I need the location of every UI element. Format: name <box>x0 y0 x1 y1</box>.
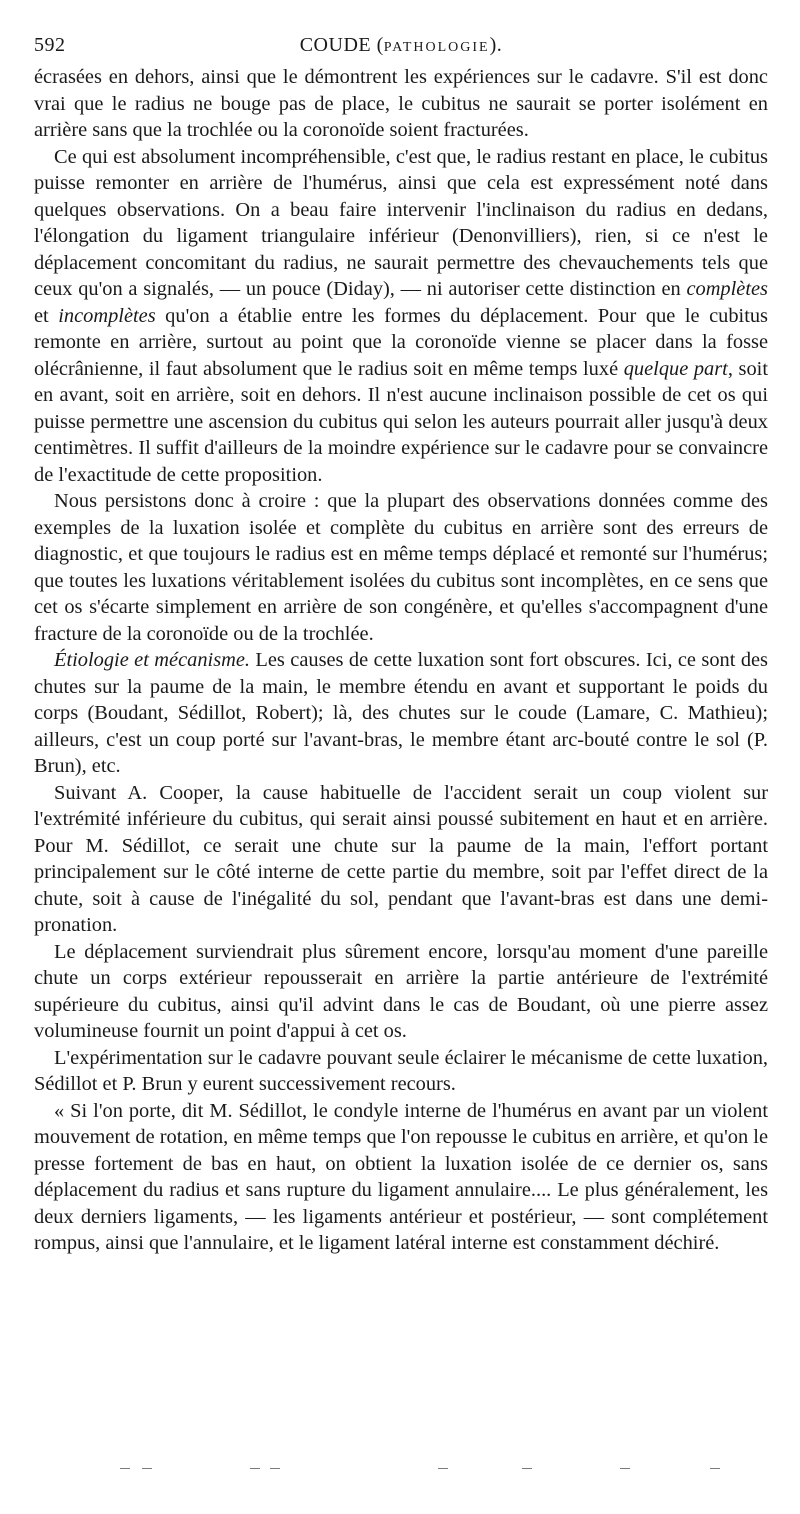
running-head <box>34 30 768 64</box>
running-title-subtitle: PATHOLOGIE <box>383 40 490 55</box>
paragraph <box>34 1098 768 1257</box>
paragraph-text: qu'on a établie entre les formes du déplacement. Pour que le cubitus remonte en arrière, surtout au point que la coronoïde vienne se placer dans la fosse olécrânienne, il faut absolument que le radius soit en même temps luxé <box>34 304 768 380</box>
paragraph <box>34 1045 768 1098</box>
paragraph-text: et <box>34 304 59 327</box>
page-number: 592 <box>34 34 66 56</box>
paragraph-text: Ce qui est absolument incompréhensible, c'est que, le radius restant en place, le cubitus puisse remonter en arrière de l'humérus, ainsi que cela est expressément noté dans quelques observations. On a beau faire intervenir l'inclinaison du radius en dedans, l'élongation du ligament triangulaire inférieur (Denonvilliers), rien, si ce n'est le déplacement concomitant du radius, ne saurait permettre des chevauchements tels que ceux qu'on a signalés, — un pouce (Diday), — ni autoriser cette distinction en <box>34 145 768 300</box>
footer-dash <box>522 1468 532 1469</box>
page <box>34 30 768 1257</box>
paragraph <box>34 939 768 1045</box>
running-title-close: ). <box>489 34 503 56</box>
footer-dash <box>142 1468 152 1469</box>
italic-text: quelque part <box>623 357 728 380</box>
running-title <box>34 34 768 57</box>
footer-dash <box>120 1468 130 1469</box>
body-text <box>34 64 768 1257</box>
running-title-open: ( <box>371 34 384 56</box>
paragraph <box>34 488 768 647</box>
footer-dash <box>270 1468 280 1469</box>
running-title-main: COUDE <box>299 34 372 56</box>
paragraph <box>34 144 768 489</box>
footer-dash <box>250 1468 260 1469</box>
footer-rule <box>120 1468 740 1478</box>
footer-dash <box>710 1468 720 1469</box>
paragraph-text: , soit en avant, soit en arrière, soit en dehors. Il n'est aucune inclinaison possible de cet os qui puisse permettre une ascension du cubitus qui selon les auteurs pourrait aller jusqu'à deux centimètres. Il suffit d'ailleurs de la moindre expérience sur le cadavre pour se convaincre de l'exactitude de cette proposition. <box>34 357 769 486</box>
paragraph-text: écrasées en dehors, ainsi que le démontrent les expériences sur le cadavre. S'il est donc vrai que le radius ne bouge pas de place, le cubitus ne saurait se porter isolément en arrière sans que la trochlée ou la coronoïde soient fracturées. <box>34 66 768 141</box>
paragraph <box>34 64 768 144</box>
paragraph-text: Nous persistons donc à croire : que la plupart des observations données comme des exemples de la luxation isolée et complète du cubitus en arrière sont des erreurs de diagnostic, et que toujours le radius est en même temps déplacé et remonté sur l'humérus; que toutes les luxations véritablement isolées du cubitus sont incomplètes, en ce sens que cet os s'écarte simplement en arrière de son congénère, et qu'elles s'accompagnent d'une fracture de la coronoïde ou de la trochlée. <box>34 490 768 645</box>
italic-text: Étiologie et mécanisme. <box>54 649 250 671</box>
footer-dash <box>438 1468 448 1469</box>
paragraph <box>34 647 768 780</box>
paragraph <box>34 780 768 939</box>
paragraph-text: Suivant A. Cooper, la cause habituelle de l'accident serait un coup violent sur l'extrémité inférieure du cubitus, qui serait ainsi poussé subitement en haut et en arrière. Pour M. Sédillot, ce serait une chute sur la paume de la main, l'effort portant principalement sur le côté interne de cette partie du membre, soit par l'effet direct de la chute, soit à cause de l'inégalité du sol, pendant que l'avant-bras est dans une demi-pronation. <box>34 781 768 936</box>
paragraph-text: Le déplacement surviendrait plus sûrement encore, lorsqu'au moment d'une pareille chute un corps extérieur repousserait en arrière la partie antérieure de l'extrémité supérieure du cubitus, ainsi qu'il advint dans le cas de Boudant, où une pierre assez volumineuse fournit un point d'appui à cet os. <box>34 940 768 1042</box>
footer-dash <box>620 1468 630 1469</box>
italic-text: complètes <box>686 278 768 300</box>
italic-text: incomplètes <box>58 304 156 327</box>
paragraph-text: « Si l'on porte, dit M. Sédillot, le condyle interne de l'humérus en avant par un violent mouvement de rotation, en même temps que l'on repousse le cubitus en arrière, et qu'on le presse fortement de bas en haut, on obtient la luxation isolée de ce dernier os, sans déplacement du radius et sans rupture du ligament annulaire.... Le plus généralement, les deux derniers ligaments, — les ligaments antérieur et postérieur, — sont complétement rompus, ainsi que l'annulaire, et le ligament latéral interne est constamment déchiré. <box>34 1099 768 1254</box>
paragraph-text: Les causes de cette luxation sont fort obscures. Ici, ce sont des chutes sur la paume de la main, le membre étendu en avant et supportant le poids du corps (Boudant, Sédillot, Robert); là, des chutes sur le coude (Lamare, C. Mathieu); ailleurs, c'est un coup porté sur l'avant-bras, le membre étant arc-bouté contre le sol (P. Brun), etc. <box>34 649 768 777</box>
paragraph-text: L'expérimentation sur le cadavre pouvant seule éclairer le mécanisme de cette luxation, Sédillot et P. Brun y eurent successivement recours. <box>34 1046 768 1095</box>
